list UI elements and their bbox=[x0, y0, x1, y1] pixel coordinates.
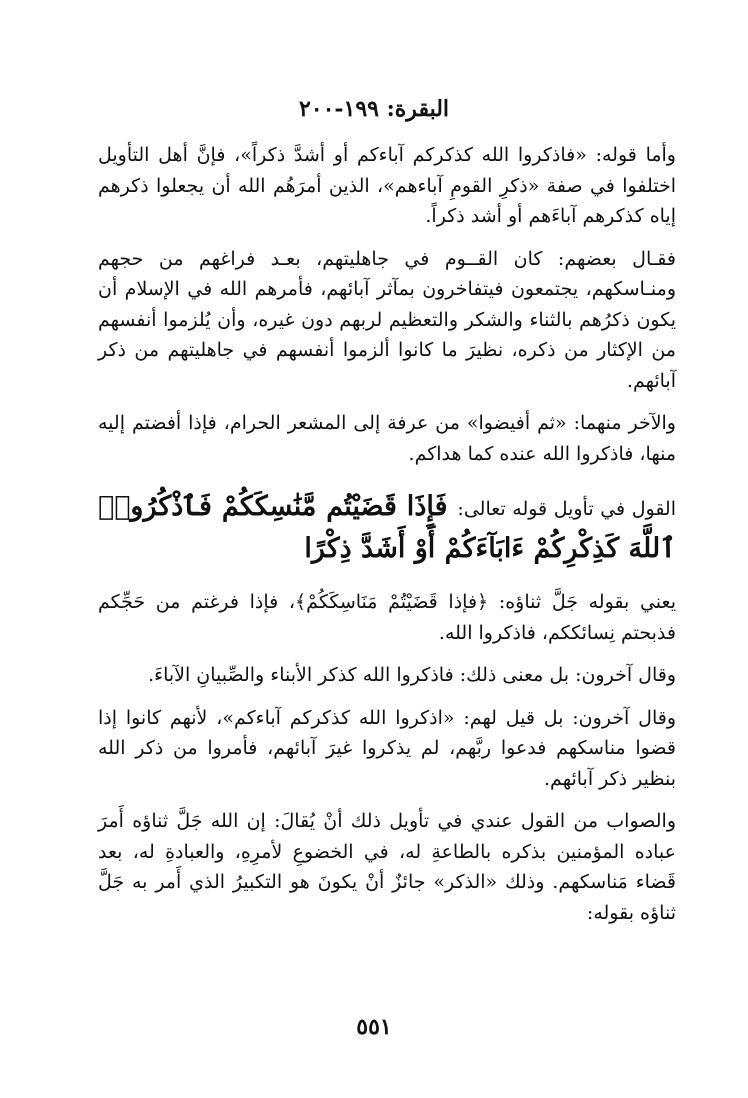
page-number: ٥٥١ bbox=[356, 1014, 392, 1040]
paragraph-gap bbox=[98, 396, 676, 408]
paragraph-gap bbox=[98, 794, 676, 806]
paragraph-1: وأما قوله: «فاذكروا الله كذكركم آباءكم أو أشدَّ ذكراً»، فإنَّ أهل التأويل اختلفوا في صفة «ذكرِ القومِ آباءهم»، الذين أمرَهُم الله أن يجعلوا ذكرهم إياه كذكرهم آباءَهم أو أشد ذكراً. bbox=[98, 144, 676, 227]
section-gap bbox=[98, 569, 676, 587]
paragraph-7: والصواب من القول عندي في تأويل ذلك أنْ يُقالَ: إن الله جَلَّ ثناؤه أَمرَ عباده المؤمنين بذكره بالطاعةِ له، في الخضوعِ لأمرِهِ، والعبادةِ له، بعد قَضاء مَناسكهم. وذلك «الذكر» جائزٌ أنْ يكونَ هو التكبيرُ الذي أَمر به جَلَّ ثناؤه بقوله: bbox=[98, 810, 676, 924]
quran-lead: القول في تأويل قوله تعالى: bbox=[457, 498, 676, 520]
paragraph-6: وقال آخرون: بل قيل لهم: «اذكروا الله كذكركم آباءكم»، لأنهم كانوا إذا قضوا مناسكهم فدعوا ربَّهم، لم يذكروا غيرَ آبائهم، فأمروا من ذكر الله بنظير ذكر آبائهم. bbox=[98, 706, 676, 790]
paragraph-gap bbox=[98, 648, 676, 660]
paragraph-2: فقـال بعضهم: كان القــوم في جاهليتهم، بعـد فراغهم من حجهم ومنـاسكهم، يجتمعون فيتفاخرون بمآثر آبائهم، فأمرهم الله في الإسلام أن يكون ذكرُهم بالثناء والشكر والتعظيم لربهم دون غيره، وأن يُلزموا أنفسهم من الإكثار من ذكره، نظيرَ ما كانوا ألزموا أنفسهم في جاهليتهم من ذكر آبائهم. bbox=[98, 247, 676, 392]
paragraph-3: والآخر منهما: «ثم أفيضوا» من عرفة إلى المشعر الحرام، فإذا أفضتم إليه منها، فاذكروا الله عنده كما هداكم. bbox=[98, 412, 676, 465]
paragraph-4: يعني بقوله جَلَّ ثناؤه: ﴿فإذا قَضَيْتُمْ مَنَاسِكَكُمْ﴾، فإذا فرغتم من حَجِّكم فذبحتم نِسائككم، فاذكروا الله. bbox=[98, 591, 676, 644]
running-title: البقرة: ١٩٩-٢٠٠ bbox=[298, 96, 450, 122]
body-text bbox=[98, 140, 676, 928]
paragraph-5: وقال آخرون: بل معنى ذلك: فاذكروا الله كذكر الأبناء والصِّبيانِ الآباءَ. bbox=[148, 664, 676, 686]
section-gap bbox=[98, 469, 676, 487]
quran-heading bbox=[98, 487, 676, 569]
quran-verse: فَإِذَا قَضَيْتُم مَّنَٰسِكَكُمْ فَٱذْكُرُوا۟ ٱللَّهَ كَذِكْرِكُمْ ءَابَآءَكُمْ أَوْ أَشَدَّ ذِكْرًا bbox=[98, 491, 676, 564]
paragraph-gap bbox=[98, 691, 676, 703]
paragraph-gap bbox=[98, 232, 676, 244]
